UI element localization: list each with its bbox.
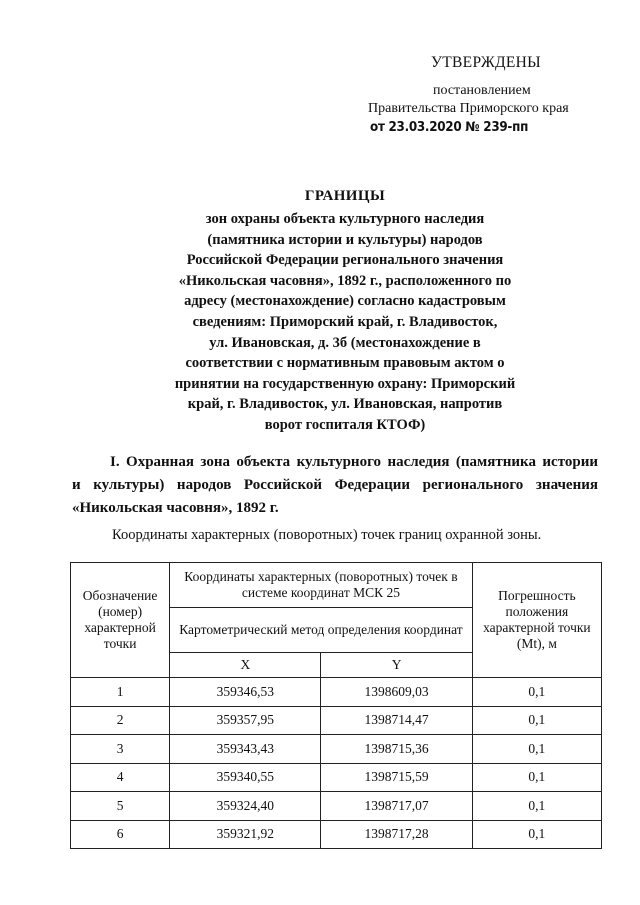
header-method: Картометрический метод определения координат xyxy=(170,608,473,653)
section-line: I. Охранная зона объекта культурного наследия (памятника истории xyxy=(110,454,598,470)
heading-line: принятии на государственную охрану: Приморский xyxy=(174,375,516,392)
heading-line: сведениям: Приморский край, г. Владивосток, xyxy=(192,313,498,330)
heading-line: ворот госпиталя КТОФ) xyxy=(264,416,426,433)
header-x: X xyxy=(170,653,321,678)
heading-line: «Никольская часовня», 1892 г., расположенного по xyxy=(178,272,512,289)
cell-error: 0,1 xyxy=(472,763,601,792)
heading-line: край, г. Владивосток, ул. Ивановская, напротив xyxy=(187,396,503,413)
cell-error: 0,1 xyxy=(472,820,601,849)
cell-x: 359340,55 xyxy=(170,763,321,792)
table-caption: Координаты характерных (поворотных) точек границ охранной зоны. xyxy=(112,527,542,543)
heading-line: Российской Федерации регионального значения xyxy=(186,252,504,269)
cell-point-number: 1 xyxy=(71,678,170,707)
header-coordinates: Координаты характерных (поворотных) точек в системе координат МСК 25 xyxy=(170,563,473,608)
cell-y: 1398717,28 xyxy=(321,820,472,849)
section-line: «Никольская часовня», 1892 г. xyxy=(72,500,279,516)
cell-x: 359343,43 xyxy=(170,735,321,764)
table-row xyxy=(71,792,602,821)
header-error: Погрешность положения характерной точки (Mt), м xyxy=(472,563,601,678)
cell-error: 0,1 xyxy=(472,678,601,707)
table-row xyxy=(71,763,602,792)
table-row xyxy=(71,706,602,735)
cell-point-number: 5 xyxy=(71,792,170,821)
table-row xyxy=(71,820,602,849)
cell-x: 359346,53 xyxy=(170,678,321,707)
heading-line: (памятника истории и культуры) народов xyxy=(207,231,483,248)
cell-y: 1398715,59 xyxy=(321,763,472,792)
cell-y: 1398717,07 xyxy=(321,792,472,821)
approval-line-1: постановлением xyxy=(433,83,531,98)
cell-x: 359324,40 xyxy=(170,792,321,821)
cell-error: 0,1 xyxy=(472,792,601,821)
document-heading xyxy=(150,188,540,436)
heading-line: зон охраны объекта культурного наследия xyxy=(205,211,485,227)
section-line: и культуры) народов Российской Федерации регионального значения xyxy=(72,477,598,493)
header-y: Y xyxy=(321,653,472,678)
cell-point-number: 4 xyxy=(71,763,170,792)
cell-x: 359357,95 xyxy=(170,706,321,735)
approval-title: УТВЕРЖДЕНЫ xyxy=(431,54,541,71)
approval-line-2: Правительства Приморского края xyxy=(368,101,569,116)
section-heading xyxy=(72,451,598,520)
cell-error: 0,1 xyxy=(472,706,601,735)
heading-line: адресу (местонахождение) согласно кадастровым xyxy=(184,293,506,310)
cell-y: 1398714,47 xyxy=(321,706,472,735)
header-designation: Обозначение (номер) характерной точки xyxy=(71,563,170,678)
cell-point-number: 3 xyxy=(71,735,170,764)
cell-point-number: 2 xyxy=(71,706,170,735)
table-header-row xyxy=(71,563,602,608)
coordinates-table xyxy=(70,562,602,849)
approval-stamp-line: от 23.03.2020 № 239-пп xyxy=(370,120,529,135)
cell-error: 0,1 xyxy=(472,735,601,764)
heading-line: ул. Ивановская, д. 3б (местонахождение в xyxy=(209,334,481,351)
heading-title: ГРАНИЦЫ xyxy=(304,188,386,204)
cell-x: 359321,92 xyxy=(170,820,321,849)
cell-y: 1398715,36 xyxy=(321,735,472,764)
cell-y: 1398609,03 xyxy=(321,678,472,707)
heading-line: соответствии с нормативным правовым актом о xyxy=(185,355,505,372)
cell-point-number: 6 xyxy=(71,820,170,849)
table-row xyxy=(71,735,602,764)
table-row xyxy=(71,678,602,707)
